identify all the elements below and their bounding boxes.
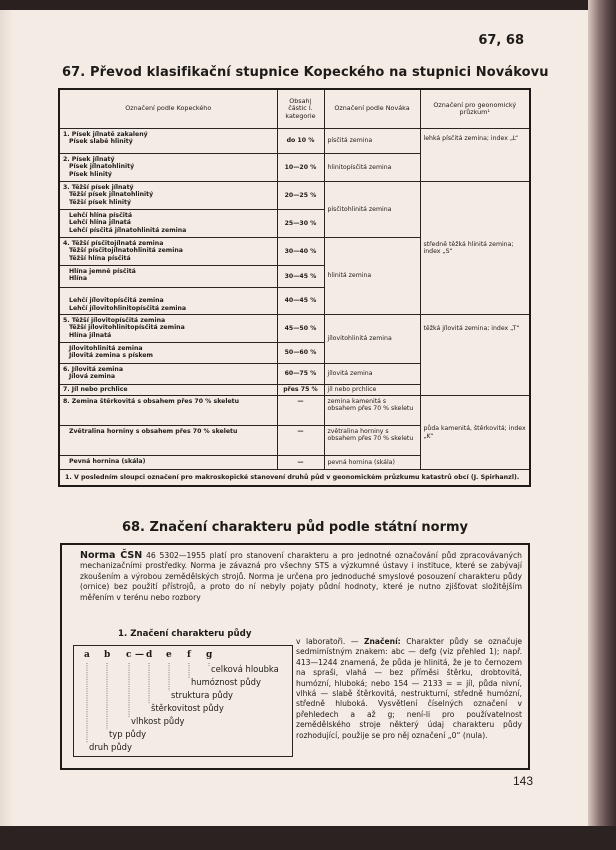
- geo-cell-T: těžká jílovitá zemina; index „T“: [420, 315, 530, 396]
- norm-text: 46 5302—1955 platí pro stanovení charakteru a pro jednotné označování půd zpracovávaných mechanizačními prostředky. Norma je závazná pro všechny STS a výzkumné ústavy i instituce, které se zabývají zkoušením a výrobou zemědělských strojů. Norma je určena pro jednoduché smyslové posouzení charakteru půdy (ornice) bez použití přístrojů, a proto do ní nebyly pojaty půdní hodnoty, které je nutno zjišťovat složitějším měřením v terénu nebo rozbory: [80, 551, 522, 602]
- kopecky-cell: 4. Těžší písčitojílnatá zemina Těžší písčitojílnatohlinitá zemina Těžší hlína písčitá: [59, 238, 277, 266]
- running-header: 67, 68: [478, 33, 524, 48]
- kopecky-cell: Pevná hornina (skála): [59, 456, 277, 470]
- geo-cell-L: lehká písčitá zemina; index „L“: [420, 129, 530, 182]
- table-row: [59, 182, 530, 210]
- kopecky-cell: 2. Písek jílnatý Písek jílnatohlinitý Písek hlinitý: [59, 154, 277, 182]
- letter-a: a: [84, 650, 90, 660]
- letter-b: b: [104, 650, 111, 660]
- norm-lead: Norma ČSN: [80, 550, 143, 561]
- kopecky-cell: 8. Zemina štěrkovitá s obsahem přes 70 % skeletu: [59, 396, 277, 426]
- label-total-depth: celková hloubka: [211, 664, 279, 674]
- table-row: [59, 396, 530, 426]
- range-cell: —: [277, 396, 324, 426]
- range-cell: —: [277, 456, 324, 470]
- range-cell: 10—20 %: [277, 154, 324, 182]
- novak-cell: zemina kamenitá s obsahem přes 70 % skeletu: [324, 396, 420, 426]
- kopecky-cell: 1. Písek jílnatě zakalený Písek slabě hlinitý: [59, 129, 277, 154]
- range-cell: —: [277, 426, 324, 456]
- novak-cell: pevná hornina (skála): [324, 456, 420, 470]
- letter-e: e: [166, 650, 172, 660]
- label-structure: struktura půdy: [171, 690, 233, 700]
- range-cell: 20—25 %: [277, 182, 324, 210]
- range-cell: 30—40 %: [277, 238, 324, 266]
- header-kopecky: Označení podle Kopeckého: [59, 89, 277, 129]
- marking-paragraph: v laboratoři. — Značení: Charakter půdy se označuje sedmimístným znakem: abc — defg (viz přehled 1); např. 413—1244 znamená, že půda je hlinitá, že je to černozem na spraši, vlahá — bez příměsi štěrku, drobtovitá, humózní, hluboká; nebo 154 — 2133 = = jíl, půda nivní, vlhká — slabě štěrkovitá, nestrukturní, středně humózní, středně hluboká. Vysvětlení číselných označení v přehledech a až g; není-li pro používatelnost zemědělského stroje některý údaj charakteru půdy rozhodující, použije se pro něj označení „0“ (nula).: [296, 637, 522, 740]
- kopecky-cell: Lehčí jílovitopísčitá zemina Lehčí jílovitohlinitopísčitá zemina: [59, 288, 277, 315]
- page-shadow: [0, 10, 14, 826]
- section-68-title: 68. Značení charakteru půd podle státní normy: [121, 520, 469, 535]
- table-row: [59, 315, 530, 343]
- norm-paragraph: [80, 551, 522, 603]
- header-novak: Označení podle Nováka: [324, 89, 420, 129]
- novak-cell: jílovitohlinitá zemina: [324, 315, 420, 364]
- range-cell: 25—30 %: [277, 210, 324, 238]
- novak-cell: zvětralina horniny s obsahem přes 70 % skeletu: [324, 426, 420, 456]
- letter-dash: —: [135, 650, 144, 660]
- kopecky-cell: 5. Těžší jílovitopísčitá zemina Těžší jílovitohlinitopísčitá zemina Hlína jílnatá: [59, 315, 277, 343]
- conversion-table: [58, 88, 531, 487]
- table-header-row: [59, 89, 530, 129]
- header-geonomic: Označení pro geonomický průzkum¹: [420, 89, 530, 129]
- geo-cell-S: středně těžká hlinitá zemina; index „S“: [420, 182, 530, 315]
- range-cell: přes 75 %: [277, 385, 324, 396]
- letter-d: d: [146, 650, 153, 660]
- letter-f: f: [187, 650, 191, 660]
- marking-label: Značení:: [363, 637, 401, 646]
- range-cell: 45—50 %: [277, 315, 324, 343]
- table-67-title: 67. Převod klasifikační stupnice Kopeckého na stupnici Novákovu: [62, 65, 549, 80]
- novak-cell: hlinitá zemina: [324, 238, 420, 315]
- novak-cell: jílovitá zemina: [324, 364, 420, 385]
- table-row: [59, 129, 530, 154]
- label-gravel: štěrkovitost půdy: [151, 703, 224, 713]
- novak-cell: písčitohlinitá zemina: [324, 182, 420, 238]
- table-footnote: 1. V posledním sloupci označení pro makroskopické stanovení druhů půd v geonomickém průzkumu katastrů obcí (J. Spirhanzl).: [59, 470, 530, 487]
- book-spine: [588, 0, 616, 850]
- range-cell: 50—60 %: [277, 343, 324, 364]
- kopecky-cell: 7. Jíl nebo prchlice: [59, 385, 277, 396]
- section-68-box: [60, 543, 530, 770]
- novak-cell: písčitá zemina: [324, 129, 420, 154]
- novak-cell: jíl nebo prchlice: [324, 385, 420, 396]
- range-cell: 60—75 %: [277, 364, 324, 385]
- kopecky-cell: 6. Jílovitá zemina Jílová zemina: [59, 364, 277, 385]
- letter-g: g: [206, 650, 213, 660]
- letter-c: c: [126, 650, 132, 660]
- table-footnote-row: [59, 470, 530, 487]
- diagram-leader-lines: [74, 646, 292, 756]
- kopecky-cell: Hlína jemně písčitá Hlína: [59, 266, 277, 288]
- range-cell: 40—45 %: [277, 288, 324, 315]
- character-diagram: [73, 645, 293, 757]
- kopecky-cell: Jílovitohlinitá zemina Jílovitá zemina s pískem: [59, 343, 277, 364]
- page-number: 143: [513, 774, 534, 788]
- scan-bottom-edge: [0, 826, 616, 850]
- kopecky-cell: Lehčí hlína písčitá Lehčí hlína jílnatá Lehčí písčitá jílnatohlinitá zemina: [59, 210, 277, 238]
- novak-cell: hlinitopísčitá zemina: [324, 154, 420, 182]
- kopecky-cell: Zvětralina horniny s obsahem přes 70 % skeletu: [59, 426, 277, 456]
- header-content: Obsah| částic I. kategorie: [277, 89, 324, 129]
- label-soil-type: typ půdy: [109, 729, 147, 739]
- geo-cell-K: půda kamenitá, štěrkovitá; index „K“: [420, 396, 530, 470]
- range-cell: 30—45 %: [277, 266, 324, 288]
- range-cell: do 10 %: [277, 129, 324, 154]
- label-soil-kind: druh půdy: [89, 742, 132, 752]
- diagram-title: 1. Značení charakteru půdy: [118, 629, 252, 639]
- label-moisture: vlhkost půdy: [131, 716, 185, 726]
- kopecky-cell: 3. Těžší písek jílnatý Těžší písek jílnatohlinitý Těžší písek hlinitý: [59, 182, 277, 210]
- label-humus: humóznost půdy: [191, 677, 261, 687]
